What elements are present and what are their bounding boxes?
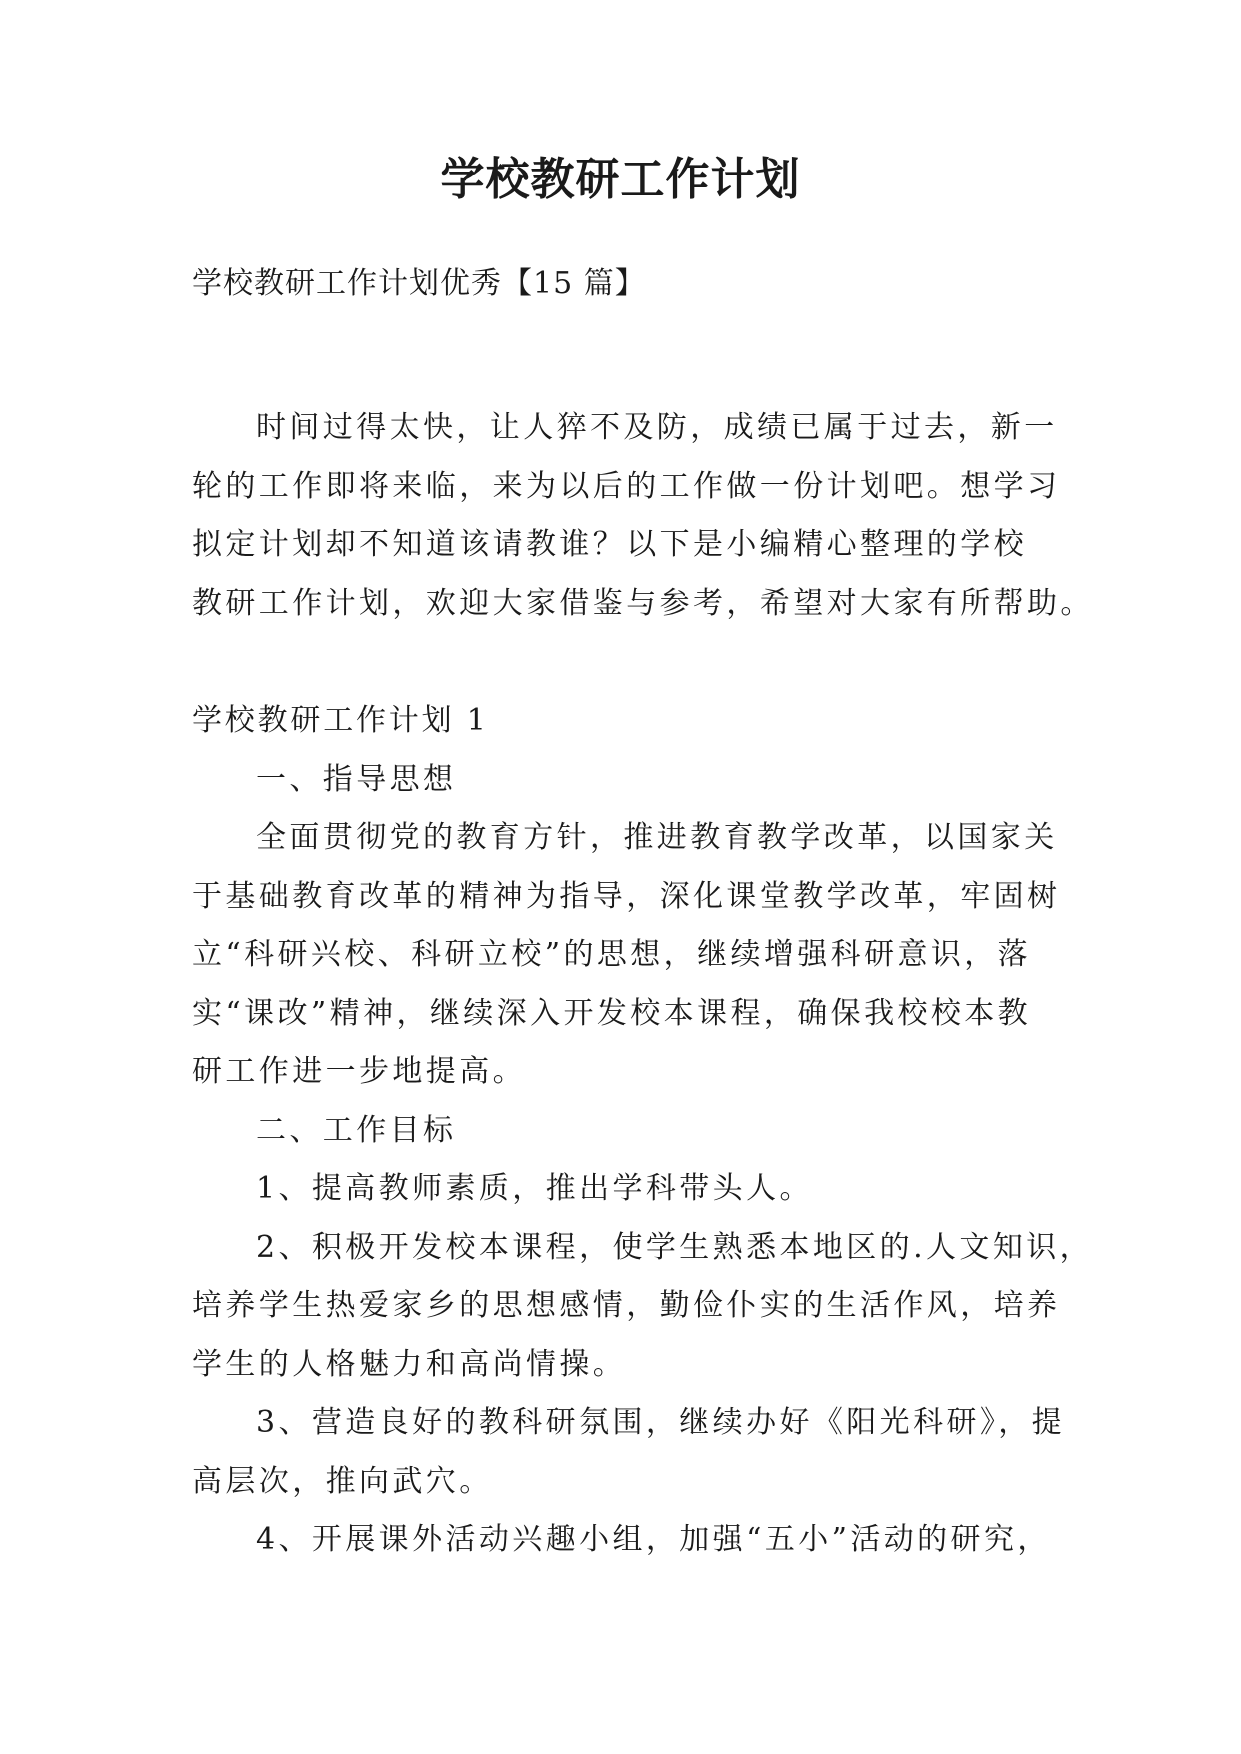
guiding-line: 实“课改”精神，继续深入开发校本课程，确保我校校本教	[192, 995, 1032, 1031]
goal-4-line: 4、开展课外活动兴趣小组，加强“五小”活动的研究，	[256, 1522, 1051, 1557]
goal-2-line: 2、积极开发校本课程，使学生熟悉本地区的.人文知识，	[256, 1229, 1094, 1265]
intro-line: 拟定计划却不知道该请教谁？以下是小编精心整理的学校	[192, 527, 1027, 562]
goal-2-line: 学生的人格魅力和高尚情操。	[192, 1346, 627, 1382]
guiding-line: 研工作进一步地提高。	[192, 1054, 526, 1089]
plan-content	[192, 692, 1094, 1570]
heading-work-goals: 二、工作目标	[256, 1112, 457, 1148]
guiding-line: 于基础教育改革的精神为指导，深化课堂教学改革，牢固树	[192, 878, 1061, 914]
goal-3-line: 高层次，推向武穴。	[192, 1463, 493, 1499]
goal-3-line: 3、营造良好的教科研氛围，继续办好《阳光科研》，提	[256, 1405, 1066, 1440]
intro-line: 轮的工作即将来临，来为以后的工作做一份计划吧。想学习	[192, 468, 1061, 504]
intro-line: 教研工作计划，欢迎大家借鉴与参考，希望对大家有所帮助。	[192, 585, 1094, 621]
goal-1: 1、提高教师素质，推出学科带头人。	[256, 1171, 813, 1206]
section-title: 学校教研工作计划 1	[192, 703, 489, 738]
goal-2-line: 培养学生热爱家乡的思想感情，勤俭仆实的生活作风，培养	[192, 1288, 1061, 1323]
intro-paragraph	[192, 399, 1094, 633]
guiding-line: 立“科研兴校、科研立校”的思想，继续增强科研意识，落	[192, 937, 1032, 972]
document-subtitle: 学校教研工作计划优秀【15 篇】	[192, 266, 646, 301]
heading-guiding-thought: 一、指导思想	[256, 761, 457, 797]
guiding-line: 全面贯彻党的教育方针，推进教育教学改革，以国家关	[256, 820, 1058, 855]
document-title: 学校教研工作计划	[440, 154, 801, 205]
intro-line: 时间过得太快，让人猝不及防，成绩已属于过去，新一	[256, 410, 1058, 445]
